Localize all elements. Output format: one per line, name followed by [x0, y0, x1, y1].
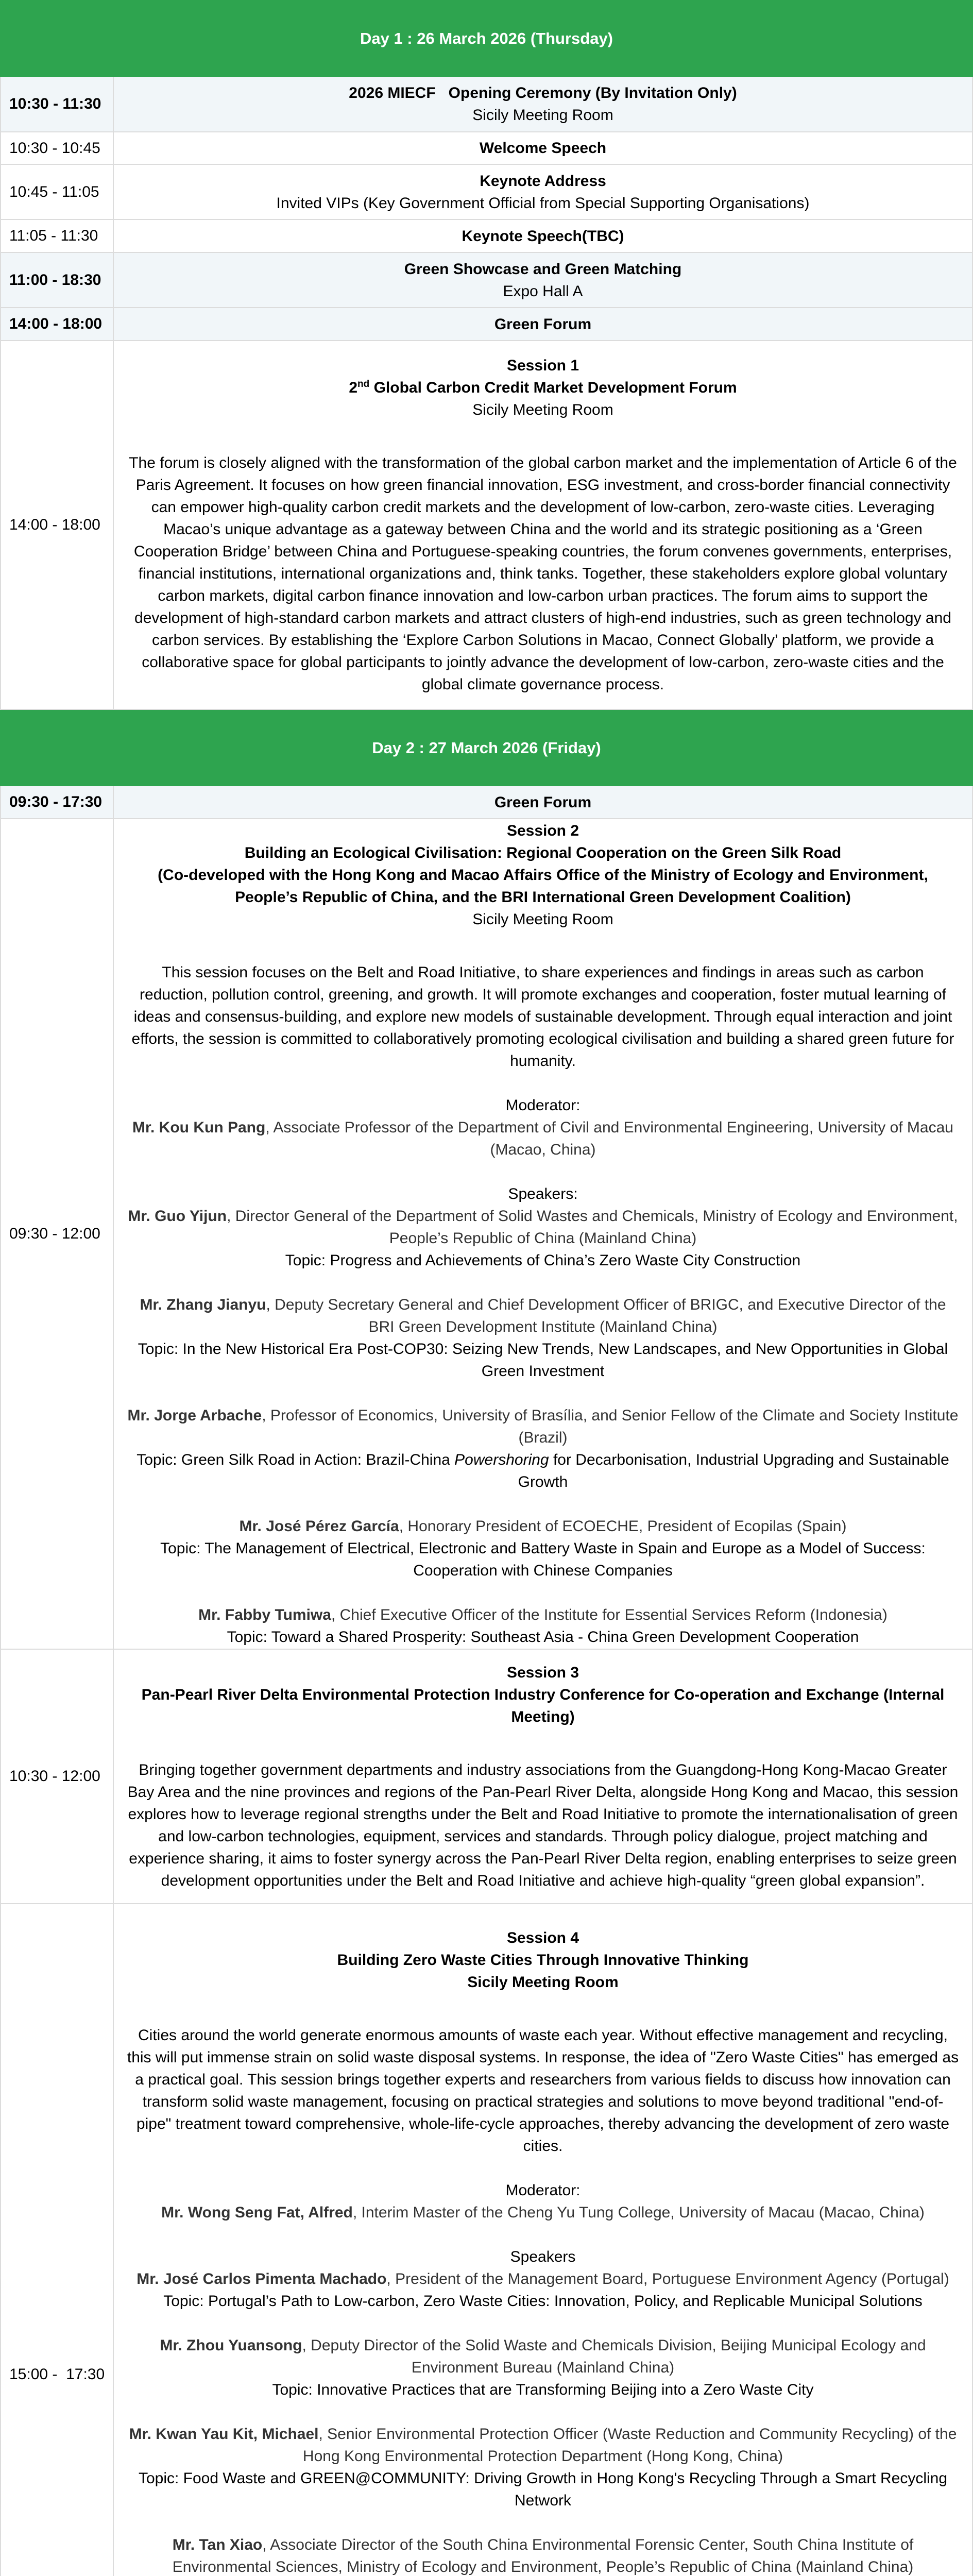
speaker-desc: , Professor of Economics, University of Brasília, and Senior Fellow of the Climate and Society Institute (Brazil) — [262, 1407, 959, 1446]
row-time: 14:00 - 18:00 — [0, 341, 114, 709]
day1-header — [0, 0, 973, 77]
day2-title: Day 2 : 27 March 2026 (Friday) — [372, 739, 601, 757]
session-label: Session 2 — [506, 822, 579, 839]
speaker-desc: , Chief Executive Officer of the Institute for Essential Services Reform (Indonesia) — [331, 1606, 887, 1623]
session-description: Cities around the world generate enormous amounts of waste each year. Without effective management and recycling, this will put immense strain on solid waste disposal systems. In response, the idea of "Zero Waste Cities" has emerged as a practical goal. This session brings together experts and researchers from various fields to discuss how innovation can transform solid waste management, focusing on practical strategies and solutions to move beyond traditional "end-of-pipe" treatment toward comprehensive, whole-life-cycle approaches, thereby advancing the development of zero waste cities. — [127, 2027, 959, 2155]
session-row — [0, 1904, 973, 2576]
speaker-topic: Topic: Progress and Achievements of China’s Zero Waste City Construction — [285, 1252, 801, 1269]
row-time: 11:05 - 11:30 — [0, 220, 114, 252]
session-title: Building an Ecological Civilisation: Regional Cooperation on the Green Silk Road — [244, 844, 842, 861]
topic-emphasis: Powershoring — [454, 1451, 549, 1468]
speaker-topic: Topic: Toward a Shared Prosperity: Southeast Asia - China Green Development Cooperation — [227, 1629, 859, 1646]
speaker-name: Mr. Wong Seng Fat, Alfred — [161, 2204, 353, 2221]
speaker-desc: , Deputy Director of the Solid Waste and Chemicals Division, Beijing Municipal Ecology and Environment Bureau (Mainland China) — [302, 2337, 926, 2376]
session-location: Sicily Meeting Room — [467, 1974, 619, 1991]
speaker-topic — [126, 1449, 960, 1493]
speaker-name: Mr. Kwan Yau Kit, Michael — [129, 2426, 319, 2443]
title-text: Global Carbon Credit Market Development Forum — [369, 379, 737, 396]
row-time: 10:45 - 11:05 — [0, 165, 114, 219]
agenda-row — [0, 77, 973, 132]
row-time: 09:30 - 12:00 — [0, 819, 114, 1649]
topic-text: for Decarbonisation, Industrial Upgrading and Sustainable Growth — [518, 1451, 949, 1490]
speaker-name: Mr. Tan Xiao — [172, 2536, 263, 2553]
event-title: Green Forum — [494, 315, 592, 333]
session-content — [114, 1904, 973, 2576]
session-label: Session 4 — [506, 1929, 579, 1946]
moderator-label: Moderator: — [505, 2182, 581, 2199]
event-title: 2026 MIECF Opening Ceremony (By Invitation Only) — [349, 84, 737, 101]
speaker — [126, 1205, 960, 1249]
speakers-label: Speakers: — [508, 1185, 578, 1202]
speaker-name: Mr. Guo Yijun — [128, 1208, 227, 1225]
row-time: 09:30 - 17:30 — [0, 786, 114, 818]
row-time: 14:00 - 18:00 — [0, 308, 114, 340]
event-title: Green Showcase and Green Matching — [404, 260, 682, 278]
speaker — [126, 2534, 960, 2576]
speaker-name: Mr. Kou Kun Pang — [132, 1119, 266, 1136]
event-location: Sicily Meeting Room — [472, 107, 613, 124]
row-time: 10:30 - 12:00 — [0, 1650, 114, 1903]
event-title: Keynote Address — [480, 172, 606, 190]
speaker-topic: Topic: In the New Historical Era Post-COP30: Seizing New Trends, New Landscapes, and New Opportunities in Global Green Investment — [138, 1341, 948, 1380]
agenda-row — [0, 253, 973, 308]
speaker-topic: Topic: Food Waste and GREEN@COMMUNITY: Driving Growth in Hong Kong's Recycling Through a Smart Recycling Network — [138, 2470, 948, 2509]
row-content — [114, 77, 973, 131]
row-content — [114, 132, 973, 164]
session-row — [0, 1650, 973, 1904]
agenda-row — [0, 220, 973, 253]
row-time: 10:30 - 10:45 — [0, 132, 114, 164]
agenda-row — [0, 786, 973, 819]
speaker-name: Mr. Fabby Tumiwa — [198, 1606, 331, 1623]
session-location: Sicily Meeting Room — [472, 911, 613, 928]
speaker — [198, 1604, 887, 1626]
row-content — [114, 165, 973, 219]
speaker-name: Mr. José Pérez García — [239, 1518, 399, 1535]
speaker-name: Mr. Zhou Yuansong — [160, 2337, 302, 2354]
row-content — [114, 253, 973, 307]
event-title: Welcome Speech — [479, 140, 607, 157]
row-content — [114, 220, 973, 252]
row-time: 15:00 - 17:30 — [0, 1904, 114, 2576]
session-content — [114, 1650, 973, 1903]
row-content — [114, 786, 973, 818]
session-title — [349, 377, 737, 399]
moderator-label: Moderator: — [505, 1097, 581, 1114]
speaker — [126, 2334, 960, 2379]
speaker-desc: , Associate Director of the South China Environmental Forensic Center, South China Institute of Environmental Sciences, Ministry of Ecology and Environment, People’s Republic of China (Mainland China) — [172, 2536, 914, 2575]
speaker — [126, 2423, 960, 2467]
row-content — [114, 308, 973, 340]
agenda-row — [0, 308, 973, 341]
session-content — [114, 341, 973, 709]
speaker-name: Mr. José Carlos Pimenta Machado — [136, 2270, 387, 2287]
title-ordinal: 2 — [349, 379, 358, 396]
speaker-topic: Topic: Innovative Practices that are Transforming Beijing into a Zero Waste City — [272, 2381, 814, 2398]
session-subtitle: (Co-developed with the Hong Kong and Macao Affairs Office of the Ministry of Ecology and Environment, People’s Republic of China, and the BRI International Green Development Coalition) — [158, 867, 928, 906]
session-title: Pan-Pearl River Delta Environmental Protection Industry Conference for Co-operation and Exchange (Internal Meeting) — [141, 1686, 945, 1725]
speaker-desc: , Deputy Secretary General and Chief Development Officer of BRIGC, and Executive Director of the BRI Green Development Institute (Mainland China) — [266, 1296, 946, 1335]
speaker-topic: Topic: Portugal’s Path to Low-carbon, Zero Waste Cities: Innovation, Policy, and Replicable Municipal Solutions — [163, 2293, 923, 2310]
speaker-name: Mr. Jorge Arbache — [127, 1407, 262, 1424]
session-row — [0, 341, 973, 710]
event-location: Expo Hall A — [503, 282, 583, 300]
speaker-name: Mr. Zhang Jianyu — [140, 1296, 266, 1313]
moderator — [126, 1116, 960, 1161]
moderator — [161, 2201, 925, 2224]
row-time: 11:00 - 18:30 — [0, 253, 114, 307]
event-subtitle: Invited VIPs (Key Government Official from Special Supporting Organisations) — [276, 194, 810, 212]
session-label: Session 3 — [506, 1664, 579, 1681]
session-label: Session 1 — [506, 357, 579, 374]
session-row — [0, 819, 973, 1650]
session-description: The forum is closely aligned with the transformation of the global carbon market and the implementation of Article 6 of the Paris Agreement. It focuses on how green financial innovation, ESG investment, and cross-border financial connectivity can empower high-quality carbon credit markets and the development of low-carbon, zero-waste cities. Leveraging Macao’s unique advantage as a gateway between China and the world and its strategic positioning as a ‘Green Cooperation Bridge’ between China and Portuguese-speaking countries, the forum convenes governments, enterprises, financial institutions, international organizations and, think tanks. Together, these stakeholders explore global voluntary carbon markets, digital carbon finance innovation and low-carbon urban practices. The forum aims to support the development of high-standard carbon markets and attract clusters of high-end industries, such as green technology and carbon services. By establishing the ‘Explore Carbon Solutions in Macao, Connect Globally’ platform, we provide a collaborative space for global participants to jointly advance the development of low-carbon, zero-waste cities and the global climate governance process. — [129, 454, 957, 693]
topic-text: Topic: Green Silk Road in Action: Brazil-China — [136, 1451, 455, 1468]
session-location: Sicily Meeting Room — [472, 401, 613, 418]
speaker-desc: , Director General of the Department of Solid Wastes and Chemicals, Ministry of Ecology and Environment, People’s Republic of China (Mainland China) — [227, 1208, 958, 1247]
session-description: Bringing together government departments and industry associations from the Guangdong-Hong Kong-Macao Greater Bay Area and the nine provinces and regions of the Pan-Pearl River Delta, alongside Hong Kong and Macao, this session explores how to leverage regional strengths under the Belt and Road Initiative to promote the internationalisation of green and low-carbon technologies, equipment, services and standards. Through policy dialogue, project matching and experience sharing, it aims to foster synergy across the Pan-Pearl River Delta region, enabling enterprises to seize green development opportunities under the Belt and Road Initiative and achieve high-quality “green global expansion”. — [127, 1761, 959, 1889]
speaker — [240, 1515, 847, 1537]
session-content — [114, 819, 973, 1649]
event-title: Keynote Speech(TBC) — [462, 227, 624, 245]
speakers-label: Speakers — [510, 2248, 576, 2265]
speaker — [136, 2268, 949, 2290]
speaker — [126, 1294, 960, 1338]
title-superscript: nd — [357, 379, 370, 389]
speaker — [126, 1404, 960, 1449]
agenda-row — [0, 132, 973, 165]
row-time: 10:30 - 11:30 — [0, 77, 114, 131]
speaker-topic: Topic: The Management of Electrical, Electronic and Battery Waste in Spain and Europe as a Model of Success: Cooperation with Chinese Companies — [160, 1540, 926, 1579]
speaker-desc: , Honorary President of ECOECHE, President of Ecopilas (Spain) — [399, 1518, 847, 1535]
event-title: Green Forum — [494, 793, 592, 811]
agenda-row — [0, 165, 973, 220]
speaker-desc: , President of the Management Board, Portuguese Environment Agency (Portugal) — [386, 2270, 949, 2287]
speaker-desc: , Associate Professor of the Department of Civil and Environmental Engineering, University of Macau (Macao, China) — [265, 1119, 953, 1158]
day1-title: Day 1 : 26 March 2026 (Thursday) — [360, 29, 613, 47]
day2-header — [0, 710, 973, 786]
speaker-desc: , Senior Environmental Protection Officer (Waste Reduction and Community Recycling) of the Hong Kong Environmental Protection Department (Hong Kong, China) — [302, 2426, 957, 2465]
speaker-desc: , Interim Master of the Cheng Yu Tung College, University of Macau (Macao, China) — [352, 2204, 925, 2221]
session-description: This session focuses on the Belt and Road Initiative, to share experiences and findings in areas such as carbon reduction, pollution control, greening, and growth. It will promote exchanges and cooperation, foster mutual learning of ideas and consensus-building, and explore new models of sustainable development. Through equal interaction and joint efforts, the session is committed to collaboratively promoting ecological civilisation and building a shared green future for humanity. — [131, 964, 954, 1070]
session-title: Building Zero Waste Cities Through Innovative Thinking — [337, 1952, 749, 1969]
